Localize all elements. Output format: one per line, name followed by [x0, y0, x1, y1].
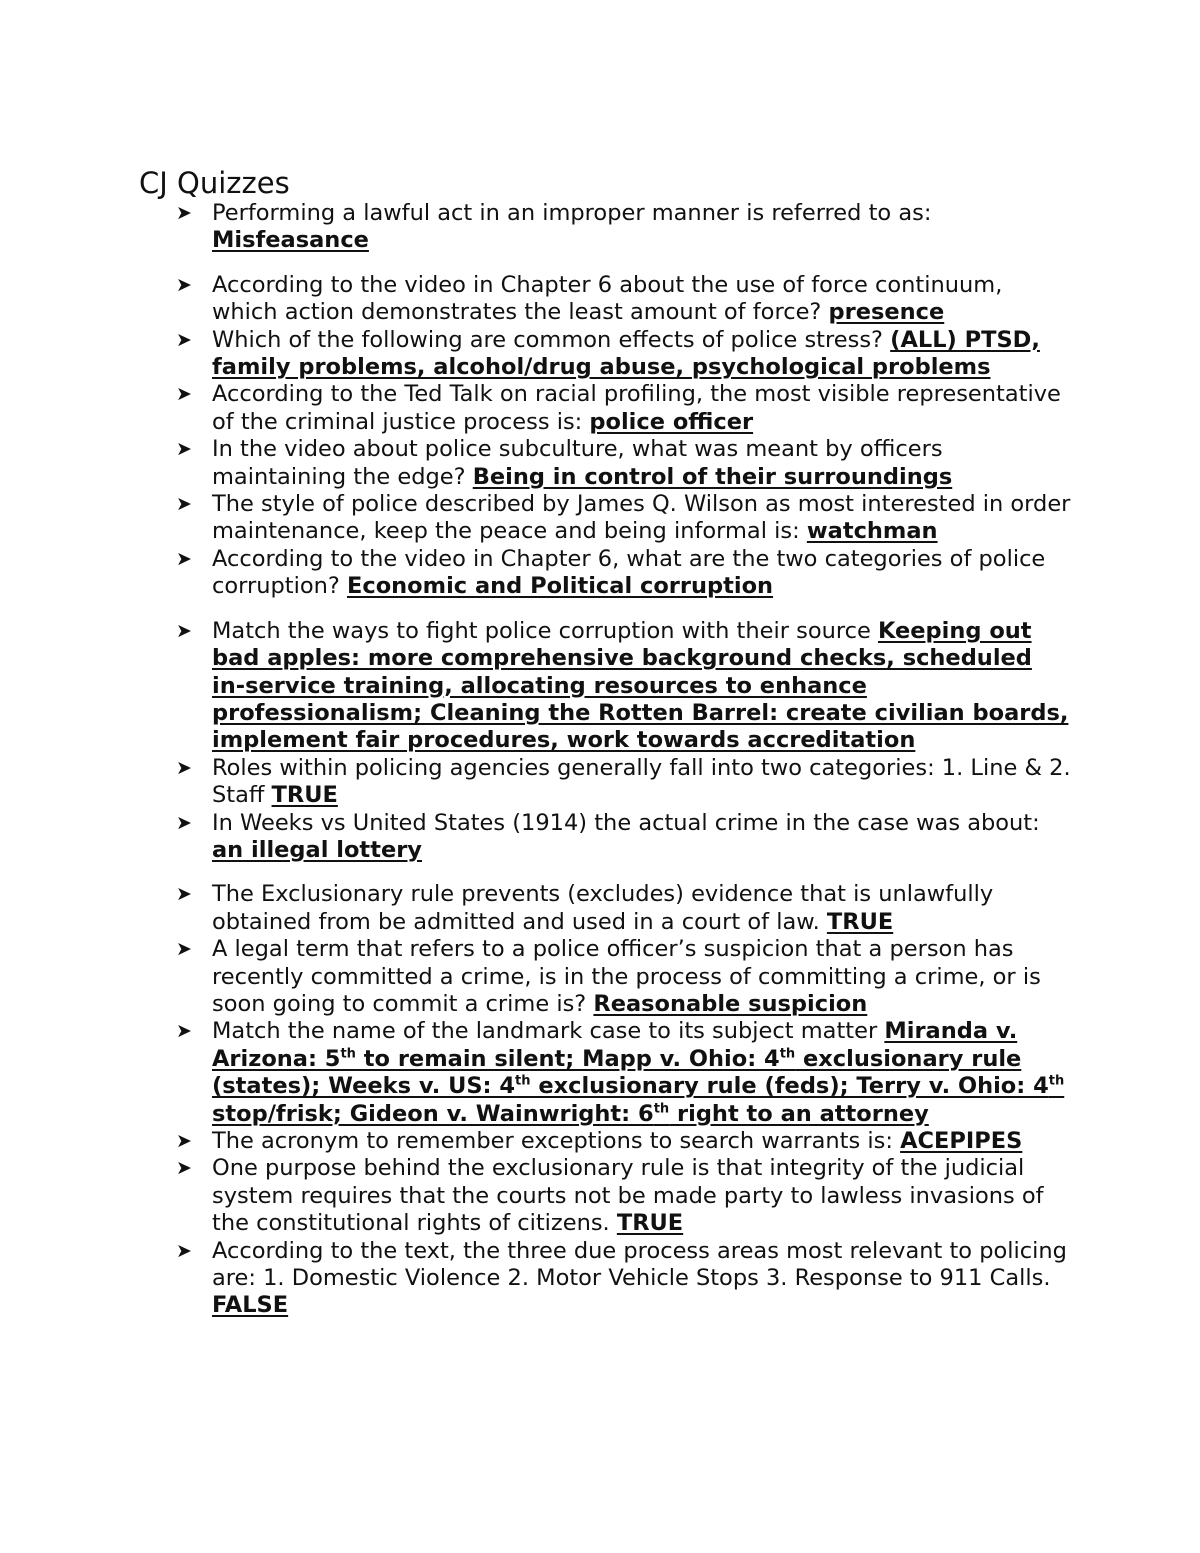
answer-text: an illegal lottery — [212, 836, 422, 863]
question-text: According to the video in Chapter 6 about the use of force continuum, which action demonstrates the least amount of force? — [212, 271, 1003, 326]
question-text: According to the text, the three due process areas most relevant to policing are: 1. Domestic Violence 2. Motor Vehicle Stops 3. Response to 911 Calls. — [212, 1237, 1067, 1292]
answer-text: police officer — [589, 408, 754, 435]
answer-fragment: exclusionary rule (feds); Terry v. Ohio: 4 — [530, 1073, 1049, 1100]
question-text: The Exclusionary rule prevents (excludes) evidence that is unlawfully obtained from be admitted and used in a court of law. — [212, 881, 994, 935]
list-item — [0, 1238, 1072, 1320]
list-item — [0, 810, 1072, 865]
question-text: In Weeks vs United States (1914) the actual crime in the case was about: — [212, 809, 1040, 836]
list-item — [0, 436, 1072, 491]
answer-text: ACEPIPES — [900, 1128, 1023, 1154]
question-text: The style of police described by James Q. Wilson as most interested in order maintenance, keep the peace and being informal is: — [212, 491, 1071, 545]
ordinal-suffix: th — [340, 1046, 356, 1062]
answer-text: TRUE — [616, 1210, 684, 1237]
list-item — [0, 381, 1072, 436]
answer-fragment: to remain silent; Mapp v. Ohio: 4 — [355, 1045, 780, 1072]
list-item — [0, 881, 1072, 936]
answer-fragment: stop/frisk; Gideon v. Wainwright: 6 — [212, 1100, 654, 1127]
answer-text: Being in control of their surroundings — [472, 463, 953, 490]
answer-text: TRUE — [826, 908, 894, 935]
arrowhead-bullet-icon: ➤ — [176, 1239, 192, 1262]
list-item — [0, 936, 1072, 1018]
answer-text: TRUE — [271, 782, 338, 809]
arrowhead-bullet-icon: ➤ — [176, 383, 192, 406]
list-item — [0, 618, 1072, 755]
question-text: According to the Ted Talk on racial profiling, the most visible representative of the criminal justice process is: — [212, 381, 1061, 435]
list-item — [0, 1155, 1072, 1237]
quiz-list — [0, 200, 1200, 1320]
answer-fragment: exclusionary rule (states); Weeks v. US: 4 — [212, 1045, 1022, 1100]
answer-text: Misfeasance — [212, 227, 369, 254]
question-text: Which of the following are common effects of police stress? — [212, 326, 891, 353]
arrowhead-bullet-icon: ➤ — [176, 493, 192, 516]
answer-text: Economic and Political corruption — [346, 573, 774, 600]
arrowhead-bullet-icon: ➤ — [176, 328, 192, 351]
question-text: Performing a lawful act in an improper manner is referred to as: — [212, 200, 932, 226]
list-item — [0, 1018, 1072, 1128]
question-text: The acronym to remember exceptions to search warrants is: — [212, 1128, 901, 1154]
ordinal-suffix: th — [515, 1073, 531, 1089]
answer-text: Reasonable suspicion — [593, 990, 868, 1017]
arrowhead-bullet-icon: ➤ — [176, 1157, 192, 1180]
list-item — [0, 200, 1072, 255]
list-item — [0, 546, 1072, 601]
question-text: According to the video in Chapter 6, what are the two categories of police corruption? — [212, 545, 1046, 600]
question-text: Roles within policing agencies generally fall into two categories: 1. Line & 2. Staff — [212, 754, 1071, 809]
answer-text: (ALL) PTSD, family problems, alcohol/drug abuse, psychological problems — [212, 326, 1040, 381]
ordinal-suffix: th — [779, 1046, 796, 1062]
list-item — [0, 491, 1072, 546]
arrowhead-bullet-icon: ➤ — [176, 273, 192, 296]
list-item — [0, 272, 1072, 327]
arrowhead-bullet-icon: ➤ — [176, 1130, 192, 1152]
answer-fragment: right to an attorney — [669, 1100, 929, 1127]
question-text: One purpose behind the exclusionary rule is that integrity of the judicial system requires that the courts not be made party to lawless invasions of the constitutional rights of citizens. — [212, 1155, 1044, 1237]
arrowhead-bullet-icon: ➤ — [176, 756, 192, 779]
answer-text: watchman — [806, 518, 938, 545]
ordinal-suffix: th — [1048, 1073, 1065, 1089]
answer-fragment: Miranda v. Arizona: 5 — [212, 1018, 1018, 1072]
document-title: CJ Quizzes — [139, 166, 290, 200]
arrowhead-bullet-icon: ➤ — [176, 883, 192, 906]
answer-text: presence — [828, 299, 945, 326]
question-text: Match the name of the landmark case to its subject matter — [212, 1018, 885, 1045]
arrowhead-bullet-icon: ➤ — [176, 438, 192, 461]
answer-text: Keeping out bad apples: more comprehensive background checks, scheduled in-service training, allocating resources to enhance professionalism; Cleaning the Rotten Barrel: create civilian boards, implement fair procedures, work towards accreditation — [212, 617, 1069, 754]
list-item — [0, 755, 1072, 810]
arrowhead-bullet-icon: ➤ — [176, 202, 192, 224]
question-text: In the video about police subculture, what was meant by officers maintaining the edge? — [212, 436, 943, 490]
question-text: A legal term that refers to a police officer’s suspicion that a person has recently committed a crime, is in the process of committing a crime, or is soon going to commit a crime is? — [212, 936, 1041, 1017]
arrowhead-bullet-icon: ➤ — [176, 938, 192, 961]
ordinal-suffix: th — [653, 1101, 670, 1117]
list-item — [0, 1128, 1072, 1155]
arrowhead-bullet-icon: ➤ — [176, 547, 192, 570]
answer-text: FALSE — [212, 1292, 289, 1319]
arrowhead-bullet-icon: ➤ — [176, 811, 192, 834]
list-item — [0, 327, 1072, 382]
arrowhead-bullet-icon: ➤ — [176, 1020, 192, 1043]
arrowhead-bullet-icon: ➤ — [176, 619, 192, 642]
question-text: Match the ways to fight police corruption with their source — [212, 617, 878, 644]
